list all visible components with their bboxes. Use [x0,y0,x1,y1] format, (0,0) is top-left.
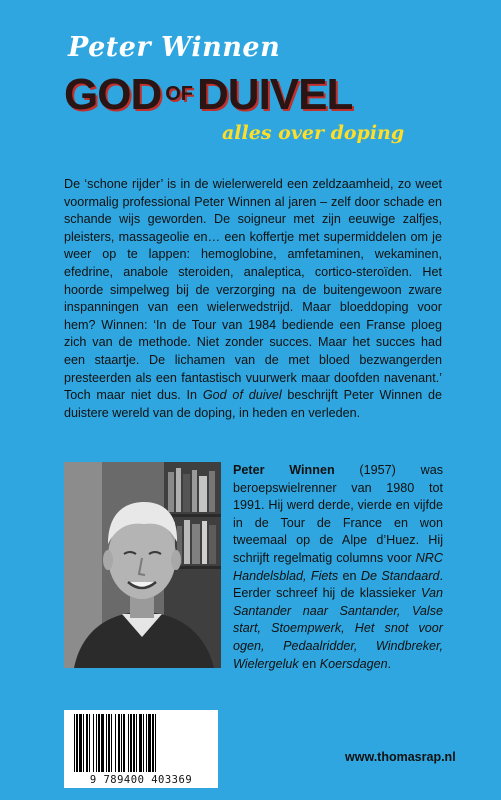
barcode-bar [148,714,151,772]
barcode-bar [155,714,156,772]
subtitle: alles over doping [222,122,405,144]
barcode-bar [121,714,122,772]
barcode-bar [101,714,104,772]
barcode-bar [143,714,144,772]
barcode-bar [152,714,154,772]
blurb-book-title: God of duivel [202,388,282,403]
title-of: OF [165,83,194,105]
barcode-bar [76,714,78,772]
book-title [64,70,352,120]
barcode-bar [86,714,88,772]
barcode-bar [83,714,84,772]
barcode-bar [106,714,107,772]
barcode-bar [146,714,147,772]
barcode-bar [93,714,94,772]
title-duivel: DUIVEL [197,70,353,119]
barcode-bar [108,714,110,772]
bio-text: (1957) was beroepswielrenner van 1980 tot 1991. Hij werd derde, vierde en vijfde in de Tour de France en won tweemaal op de Alpe d’Huez. Hij schrijft regelmatig columns voor [233,463,443,565]
blurb-end: beschrijft Peter Winnen de duistere wereld van de doping, in heden en verleden. [64,388,442,420]
author-portrait-image [64,462,221,668]
barcode-bar [98,714,100,772]
barcode-bar [139,714,142,772]
barcode-bar [115,714,116,772]
title-god: GOD [64,70,162,119]
isbn-number: 9 789400 403369 [89,774,193,786]
bio-text: en [338,568,361,583]
bio-newspaper: De Standaard [360,568,440,583]
barcode-bar [128,714,129,772]
bio-text: . [387,656,392,671]
bio-book: Koersdagen [319,656,388,671]
bio-newspapers: NRC Handelsblad, Fiets [233,550,443,583]
author-photo [64,462,221,668]
barcode-bars [72,714,210,772]
barcode-bar [96,714,97,772]
barcode-bar [133,714,135,772]
barcode-bar [123,714,125,772]
bio-books: Van Santander naar Santander, Valse start, Stoempwerk, Het snot voor ogen, Pedaalridder, Windbreker, Wielergeluk [233,586,443,671]
barcode-bar [74,714,75,772]
barcode-bar [136,714,137,772]
author-bio [233,462,443,673]
barcode-bar [118,714,120,772]
barcode-bar [130,714,132,772]
publisher-website[interactable]: www.thomasrap.nl [345,750,456,764]
barcode-bar [111,714,112,772]
bio-text: en [298,656,320,671]
author-name: Peter Winnen [68,32,281,63]
bio-author-name: Peter Winnen [233,463,335,477]
blurb-body: De ‘schone rijder’ is in de wielerwereld een zeldzaamheid, zo weet voormalig professional Peter Winnen al jaren – zelf door schade en schande wijs geworden. De soigneur met zijn eeuwige zalfjes, pleisters, massageolie en… een koffertje met supermiddelen om je weer op te lappen: hemoglobine, amfetaminen, wekaminen, efedrine, anabole steroiden, analeptica, cortico-steroïden. Het hoorde simpelweg bij de verzorging na de buitengewoon zware inspanningen van een wielerwedstrijd. Maar bloeddoping voor hem? Winnen: ‘In de Tour van 1984 bediende een Franse ploeg zich van de methode. Niet zonder succes. Maar het succes had een staartje. De lichamen van de met bloed bezwangerden presteerden als een fantastisch vuurwerk maar doofden navenant.’ Toch maar niet dus. In [64,177,442,403]
bio-text: . Eerder schreef hij de klassieker [233,568,443,601]
blurb-text [64,176,442,422]
barcode-bar [89,714,90,772]
barcode [64,710,218,788]
barcode-bar [79,714,82,772]
